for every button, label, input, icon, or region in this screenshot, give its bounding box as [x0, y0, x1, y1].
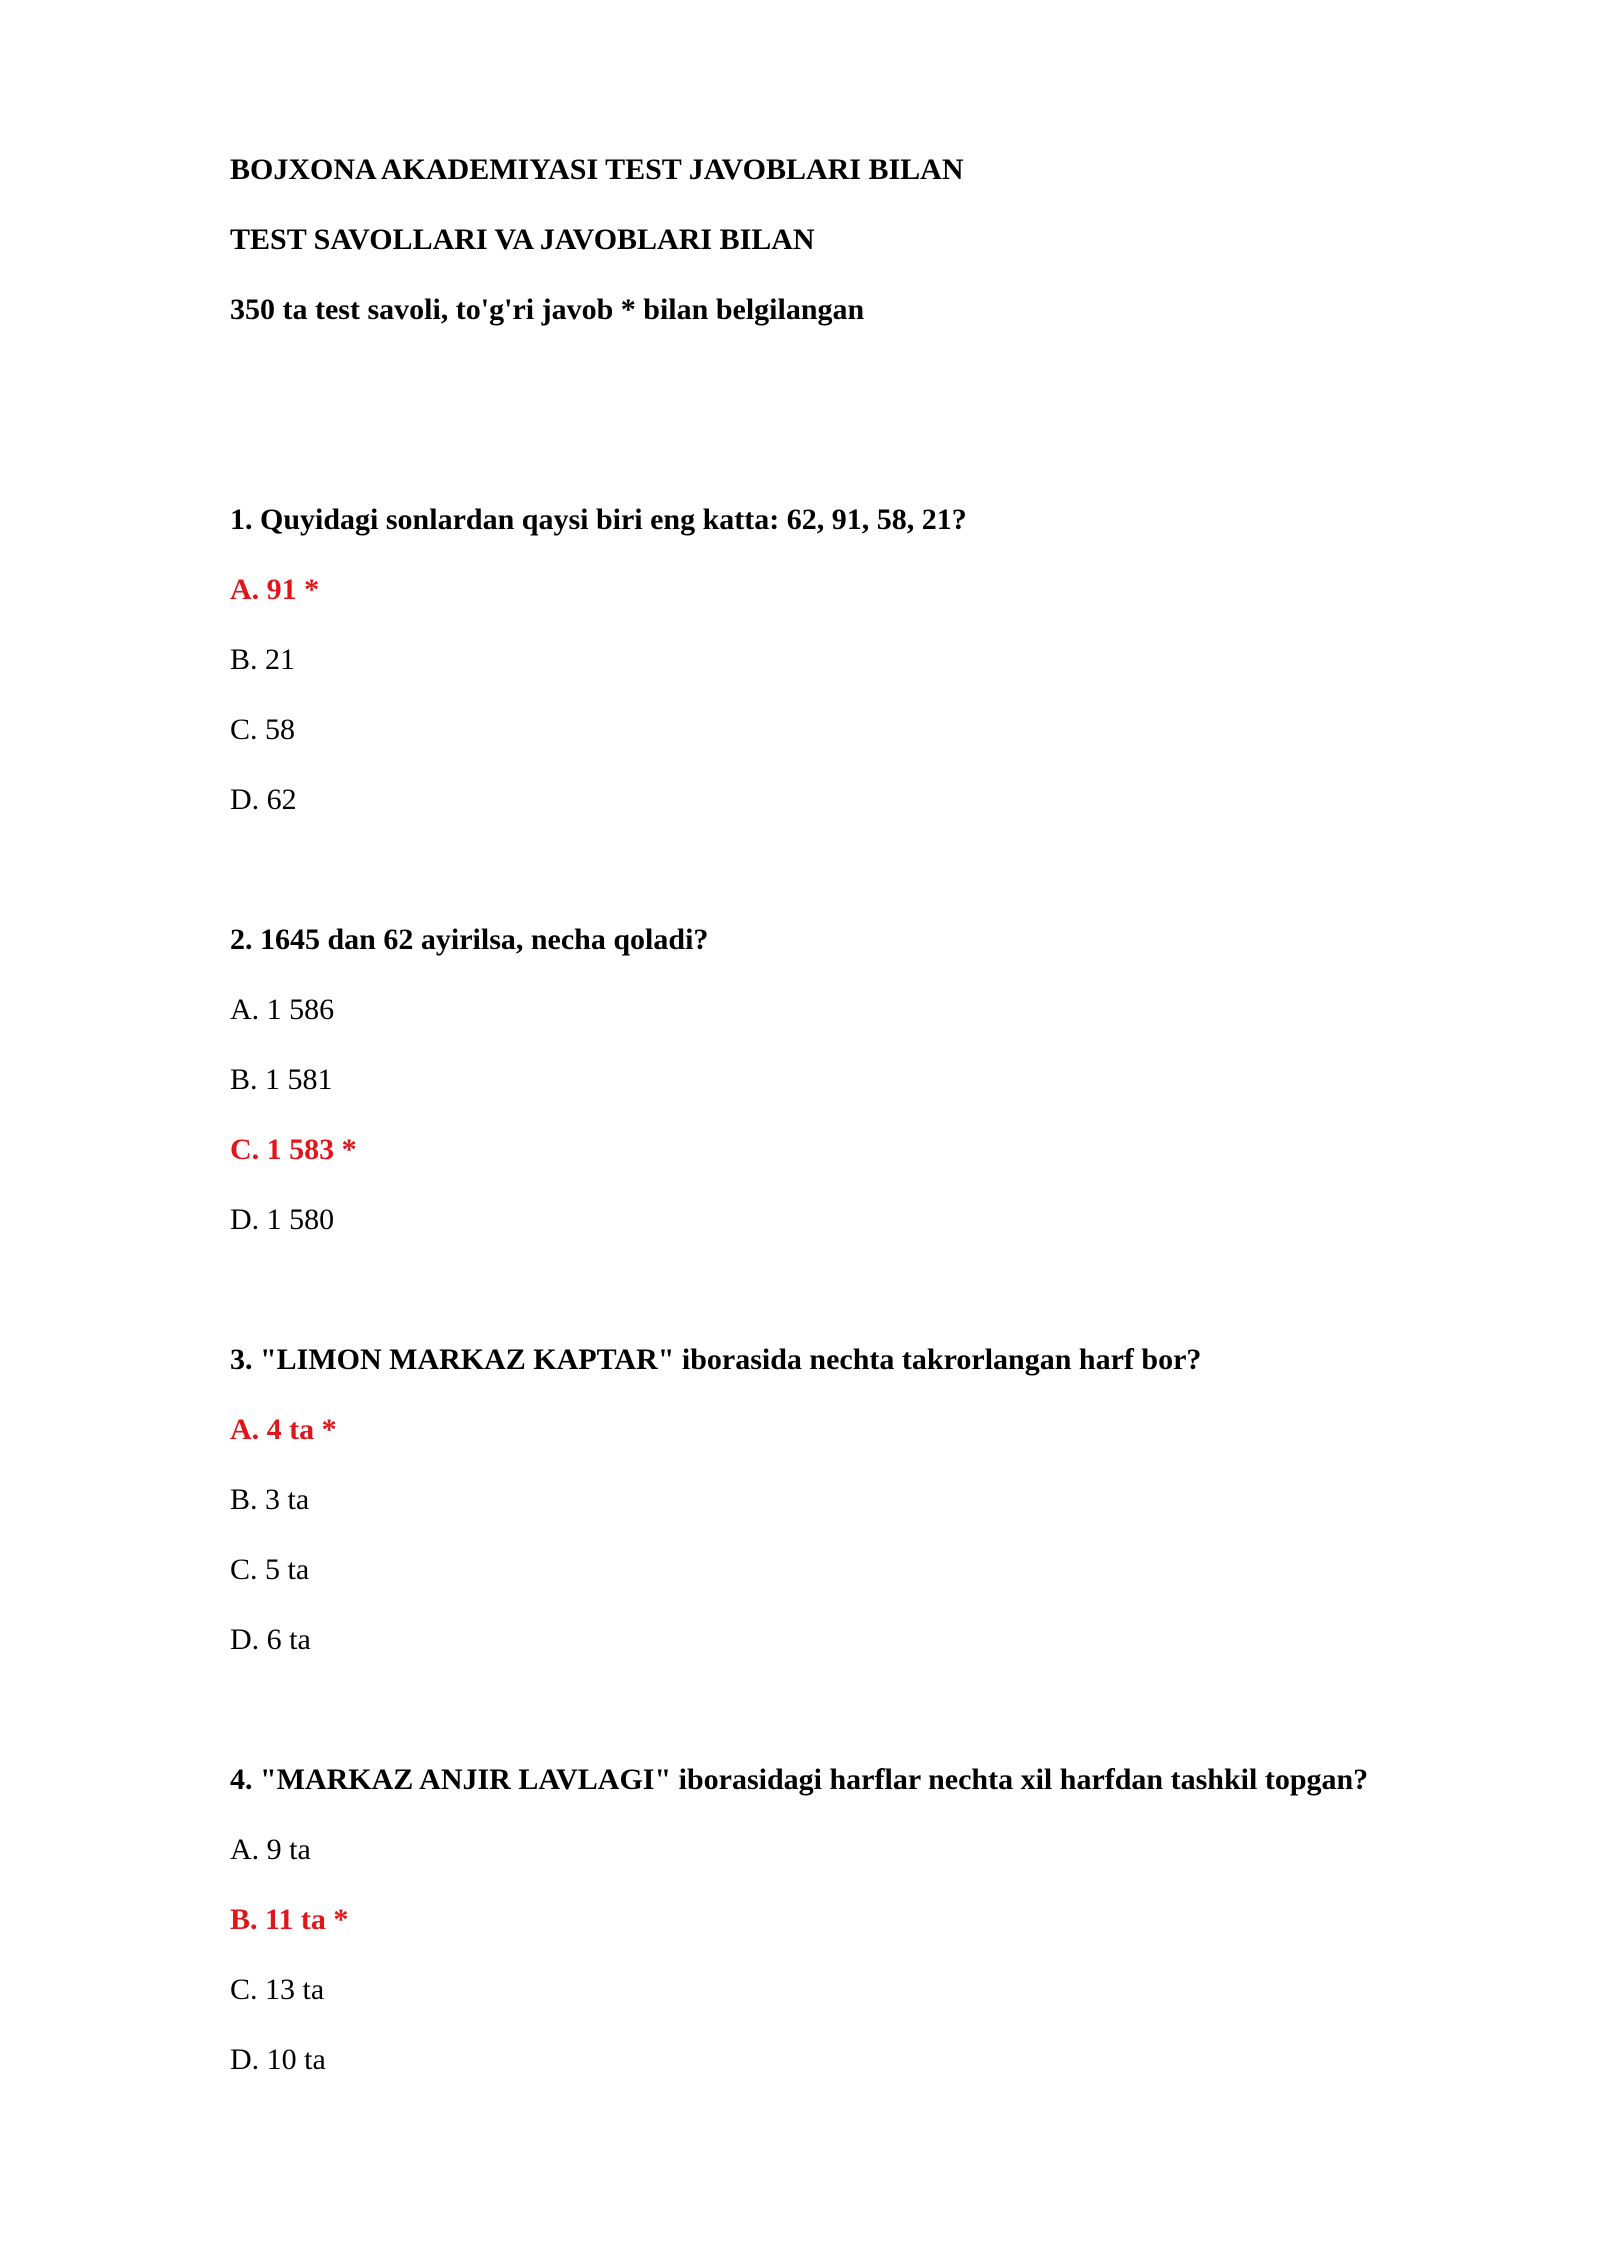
question-3-option-d: D. 6 ta	[230, 1623, 311, 1656]
question-1-option-d: D. 62	[230, 783, 297, 816]
question-2: 2. 1645 dan 62 ayirilsa, necha qoladi?	[230, 923, 709, 956]
question-3: 3. "LIMON MARKAZ KAPTAR" iborasida nechta takrorlangan harf bor?	[230, 1343, 1202, 1376]
question-4-option-b-correct: B. 11 ta *	[230, 1903, 349, 1936]
document-subtitle: 350 ta test savoli, to'g'ri javob * bilan belgilangan	[230, 293, 865, 326]
question-2-option-d: D. 1 580	[230, 1203, 335, 1236]
document-title: BOJXONA AKADEMIYASI TEST JAVOBLARI BILAN	[230, 153, 964, 186]
question-3-option-b: B. 3 ta	[230, 1483, 310, 1516]
question-2-option-b: B. 1 581	[230, 1063, 333, 1096]
question-4-option-d: D. 10 ta	[230, 2043, 326, 2076]
question-3-option-c: C. 5 ta	[230, 1553, 310, 1586]
question-4-option-a: A. 9 ta	[230, 1833, 311, 1866]
question-1: 1. Quyidagi sonlardan qaysi biri eng katta: 62, 91, 58, 21?	[230, 503, 967, 536]
question-4: 4. "MARKAZ ANJIR LAVLAGI" iborasidagi harflar nechta xil harfdan tashkil topgan?	[230, 1763, 1369, 1796]
question-3-option-a-correct: A. 4 ta *	[230, 1413, 337, 1446]
question-2-option-c-correct: C. 1 583 *	[230, 1133, 357, 1166]
question-1-option-b: B. 21	[230, 643, 296, 676]
question-1-option-a-correct: A. 91 *	[230, 573, 320, 606]
question-4-option-c: C. 13 ta	[230, 1973, 325, 2006]
question-2-option-a: A. 1 586	[230, 993, 335, 1026]
document-title-line-2: TEST SAVOLLARI VA JAVOBLARI BILAN	[230, 223, 815, 256]
question-1-option-c: C. 58	[230, 713, 296, 746]
